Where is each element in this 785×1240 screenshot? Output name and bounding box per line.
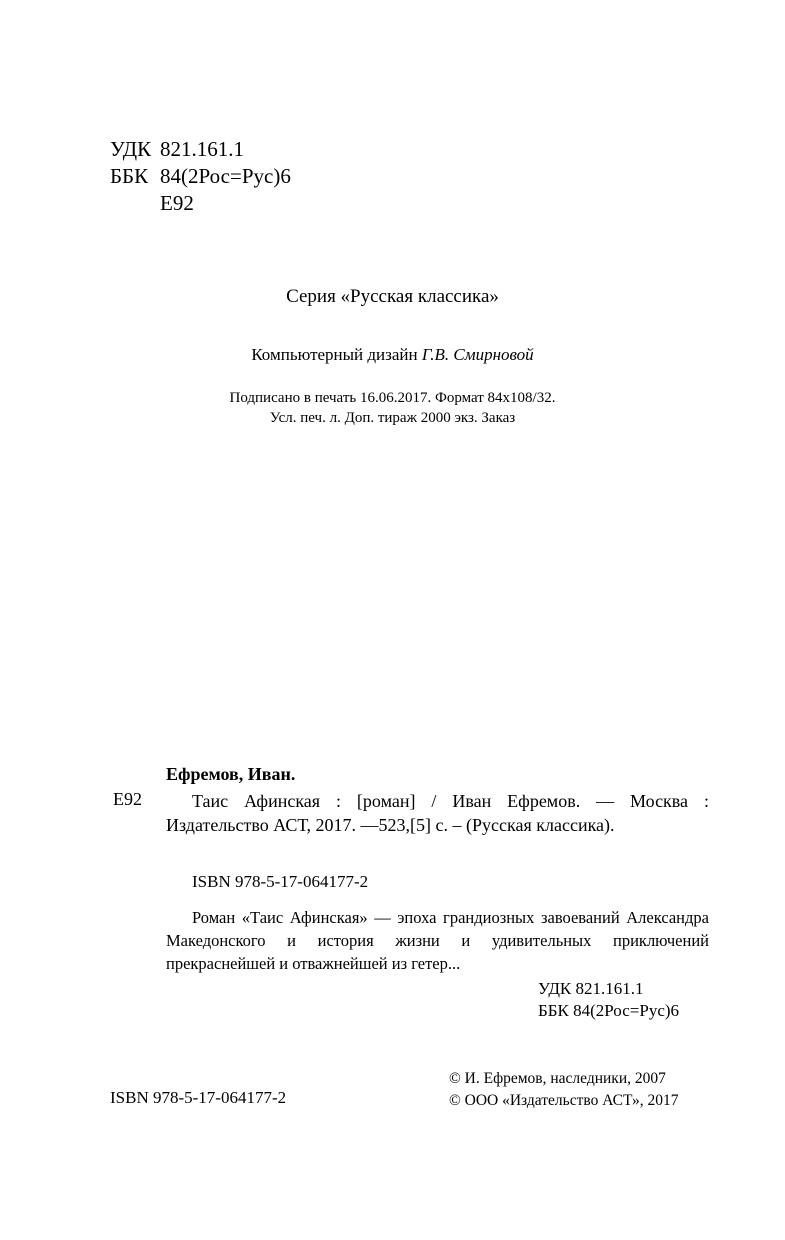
udk-line <box>110 136 291 163</box>
series-title: Серия «Русская классика» <box>286 286 499 307</box>
card-author: Ефремов, Иван. <box>166 764 296 784</box>
footer-isbn: ISBN 978-5-17-064177-2 <box>110 1088 287 1107</box>
udk-label: УДК <box>110 137 152 161</box>
copyright-author: © И. Ефремов, наследники, 2007 <box>449 1070 666 1087</box>
design-credit <box>0 345 785 365</box>
print-info <box>0 388 785 428</box>
card-codes <box>538 978 679 1022</box>
card-bbk: ББК 84(2Рос=Рус)6 <box>538 1001 680 1020</box>
design-label: Компьютерный дизайн <box>251 345 418 364</box>
print-info-line2: Усл. печ. л. Доп. тираж 2000 экз. Заказ <box>269 410 516 426</box>
copyright-block <box>449 1068 679 1112</box>
print-info-line1: Подписано в печать 16.06.2017. Формат 84x108/32. <box>229 390 556 406</box>
bbk-line <box>110 163 291 190</box>
author-sign: Е92 <box>160 191 194 215</box>
card-annotation: Роман «Таис Афинская» — эпоха грандиозных завоеваний Александра Македонского и история жизни и удивительных приключений прекраснейшей и отважнейшей из гетер... <box>166 908 709 973</box>
designer-name: Г.В. Смирновой <box>421 345 534 364</box>
card-isbn: ISBN 978-5-17-064177-2 <box>192 872 369 891</box>
bbk-value: 84(2Рос=Рус)6 <box>160 164 291 188</box>
card-udk: УДК 821.161.1 <box>538 979 644 998</box>
classification-codes <box>110 136 291 217</box>
bbk-label: ББК <box>110 164 149 188</box>
card-description <box>166 789 709 837</box>
card-author-sign: Е92 <box>113 789 142 809</box>
udk-value: 821.161.1 <box>160 137 244 161</box>
card-description-text: Таис Афинская : [роман] / Иван Ефремов. — Москва : Издательство АСТ, 2017. —523,[5] с. – (Русская классика). <box>166 791 709 835</box>
copyright-publisher: © ООО «Издательство АСТ», 2017 <box>449 1092 679 1109</box>
